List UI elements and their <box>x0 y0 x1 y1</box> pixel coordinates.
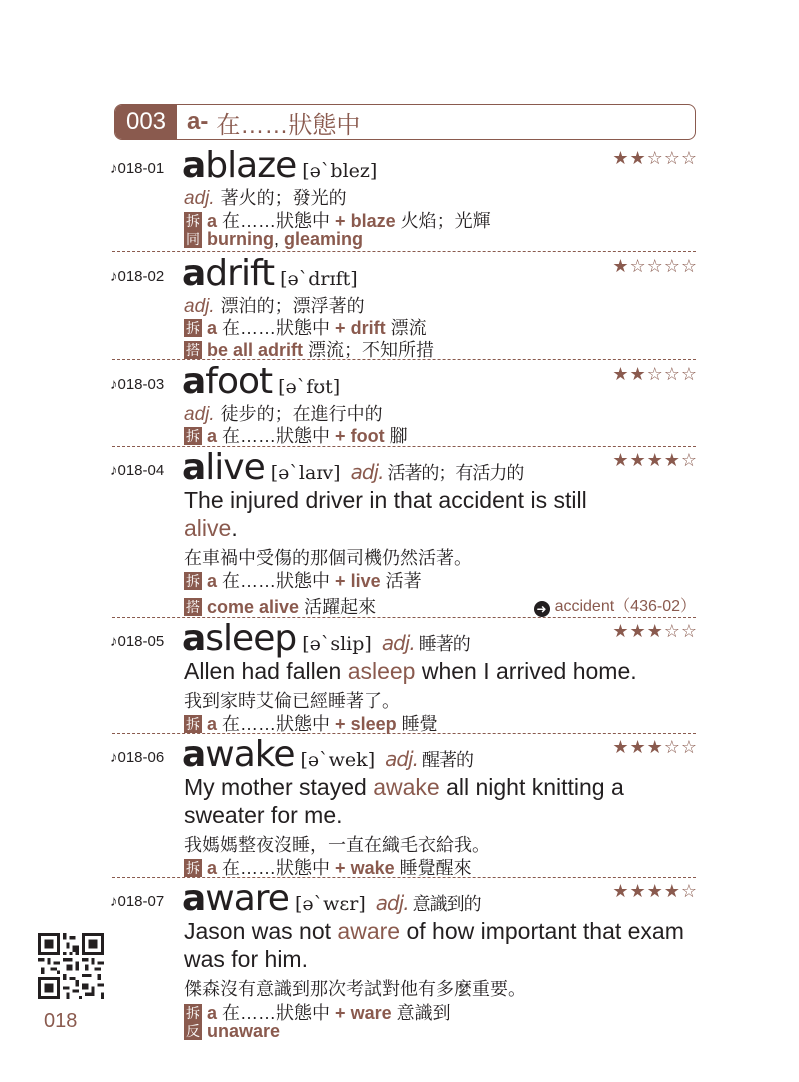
example-sentence: The injured driver in that accident is still alive. <box>184 487 587 541</box>
page-number: 018 <box>44 1010 78 1032</box>
collocation-tag-icon: 搭 <box>186 599 200 615</box>
audio-track-label[interactable]: ♪018-04 <box>110 462 165 479</box>
entry-aware <box>110 878 700 1051</box>
example-translation: 在車禍中受傷的那個司機仍然活著。 <box>184 548 472 568</box>
split-tag-icon: 拆 <box>186 716 200 732</box>
entry-asleep <box>110 618 700 734</box>
unit-title <box>177 105 360 139</box>
phonetic: [ə`blez] <box>302 160 378 182</box>
definition: adj. 著火的；發光的 <box>184 188 347 209</box>
example-translation: 我媽媽整夜沒睡，一直在織毛衣給我。 <box>184 835 490 855</box>
split-tag-icon: 拆 <box>186 573 200 589</box>
split-tag-icon: 拆 <box>186 428 200 444</box>
phonetic: [ə`slip] <box>302 633 372 655</box>
entry-adrift <box>110 253 700 360</box>
antonym: 反 unaware <box>186 1021 281 1041</box>
split-tag-icon: 拆 <box>186 320 200 336</box>
phonetic: [ə`laɪv] <box>270 462 341 484</box>
divider <box>112 251 696 252</box>
word-breakdown: 拆 a 在……狀態中 + sleep 睡覺 <box>186 714 438 734</box>
word-breakdown: 拆 a 在……狀態中 + live 活著 <box>186 571 422 591</box>
headword: ablaze [ə`blez] <box>182 145 378 186</box>
difficulty-stars: ★★★☆☆ <box>612 737 698 757</box>
arrow-right-icon: ➜ <box>534 601 550 617</box>
entry-alive <box>110 447 700 617</box>
entry-awake <box>110 734 700 878</box>
audio-track-label[interactable]: ♪018-03 <box>110 376 165 393</box>
difficulty-stars: ★★★★☆ <box>612 881 698 901</box>
unit-number: 003 <box>115 105 177 139</box>
audio-track-label[interactable]: ♪018-02 <box>110 268 165 285</box>
antonym-tag-icon: 反 <box>186 1023 200 1039</box>
unit-meaning: 在……狀態中 <box>216 111 361 139</box>
word-breakdown: 拆 a 在……狀態中 + ware 意識到 <box>186 1003 451 1023</box>
difficulty-stars: ★★☆☆☆ <box>612 364 698 384</box>
phonetic: [ə`wɛr] <box>294 893 366 915</box>
collocation: 搭 come alive 活躍起來 <box>186 597 377 617</box>
audio-track-label[interactable]: ♪018-06 <box>110 749 165 766</box>
headword: afoot [ə`fʊt] <box>182 361 341 402</box>
definition: adj. 徒步的；在進行中的 <box>184 404 383 425</box>
audio-track-label[interactable]: ♪018-07 <box>110 893 165 910</box>
example-sentence: Jason was not aware of how important that exam was for him. <box>184 918 684 972</box>
word-breakdown: 拆 a 在……狀態中 + blaze 火焰；光輝 <box>186 211 491 231</box>
audio-track-label[interactable]: ♪018-05 <box>110 633 165 650</box>
qr-code-icon[interactable] <box>38 933 104 999</box>
example-sentence: My mother stayed awake all night knitting a sweater for me. <box>184 774 624 828</box>
definition: adj. 漂泊的；漂浮著的 <box>184 296 365 317</box>
headword: asleep [ə`slip] adj. 睡著的 <box>182 618 470 659</box>
difficulty-stars: ★★☆☆☆ <box>612 148 698 168</box>
entry-afoot <box>110 361 700 446</box>
divider <box>112 359 696 360</box>
cross-reference-link[interactable]: ➜ accident（436-02） <box>534 593 696 617</box>
phonetic: [ə`wek] <box>300 749 376 771</box>
headword: awake [ə`wek] adj. 醒著的 <box>182 734 473 775</box>
unit-prefix: a- <box>187 108 209 135</box>
split-tag-icon: 拆 <box>186 1005 200 1021</box>
example-translation: 我到家時艾倫已經睡著了。 <box>184 691 400 711</box>
word-breakdown: 拆 a 在……狀態中 + wake 睡覺醒來 <box>186 858 472 878</box>
headword: alive [ə`laɪv] adj. 活著的；有活力的 <box>182 447 524 488</box>
split-tag-icon: 拆 <box>186 860 200 876</box>
collocation-tag-icon: 搭 <box>186 342 200 358</box>
headword: adrift [ə`drɪft] <box>182 253 358 294</box>
audio-track-label[interactable]: ♪018-01 <box>110 160 165 177</box>
phonetic: [ə`fʊt] <box>278 376 341 398</box>
difficulty-stars: ★★★★☆ <box>612 450 698 470</box>
example-translation: 傑森沒有意識到那次考試對他有多麼重要。 <box>184 979 526 999</box>
synonyms: 同 burning, gleaming <box>186 229 364 249</box>
synonym-tag-icon: 同 <box>186 231 200 247</box>
word-breakdown: 拆 a 在……狀態中 + drift 漂流 <box>186 318 427 338</box>
collocation: 搭 be all adrift 漂流；不知所措 <box>186 340 435 360</box>
difficulty-stars: ★★★☆☆ <box>612 621 698 641</box>
split-tag-icon: 拆 <box>186 213 200 229</box>
headword: aware [ə`wɛr] adj. 意識到的 <box>182 878 481 919</box>
word-breakdown: 拆 a 在……狀態中 + foot 腳 <box>186 426 408 446</box>
unit-header <box>114 104 696 140</box>
example-sentence: Allen had fallen asleep when I arrived home. <box>184 658 637 684</box>
entry-ablaze <box>110 145 700 249</box>
phonetic: [ə`drɪft] <box>280 268 358 290</box>
difficulty-stars: ★☆☆☆☆ <box>612 256 698 276</box>
